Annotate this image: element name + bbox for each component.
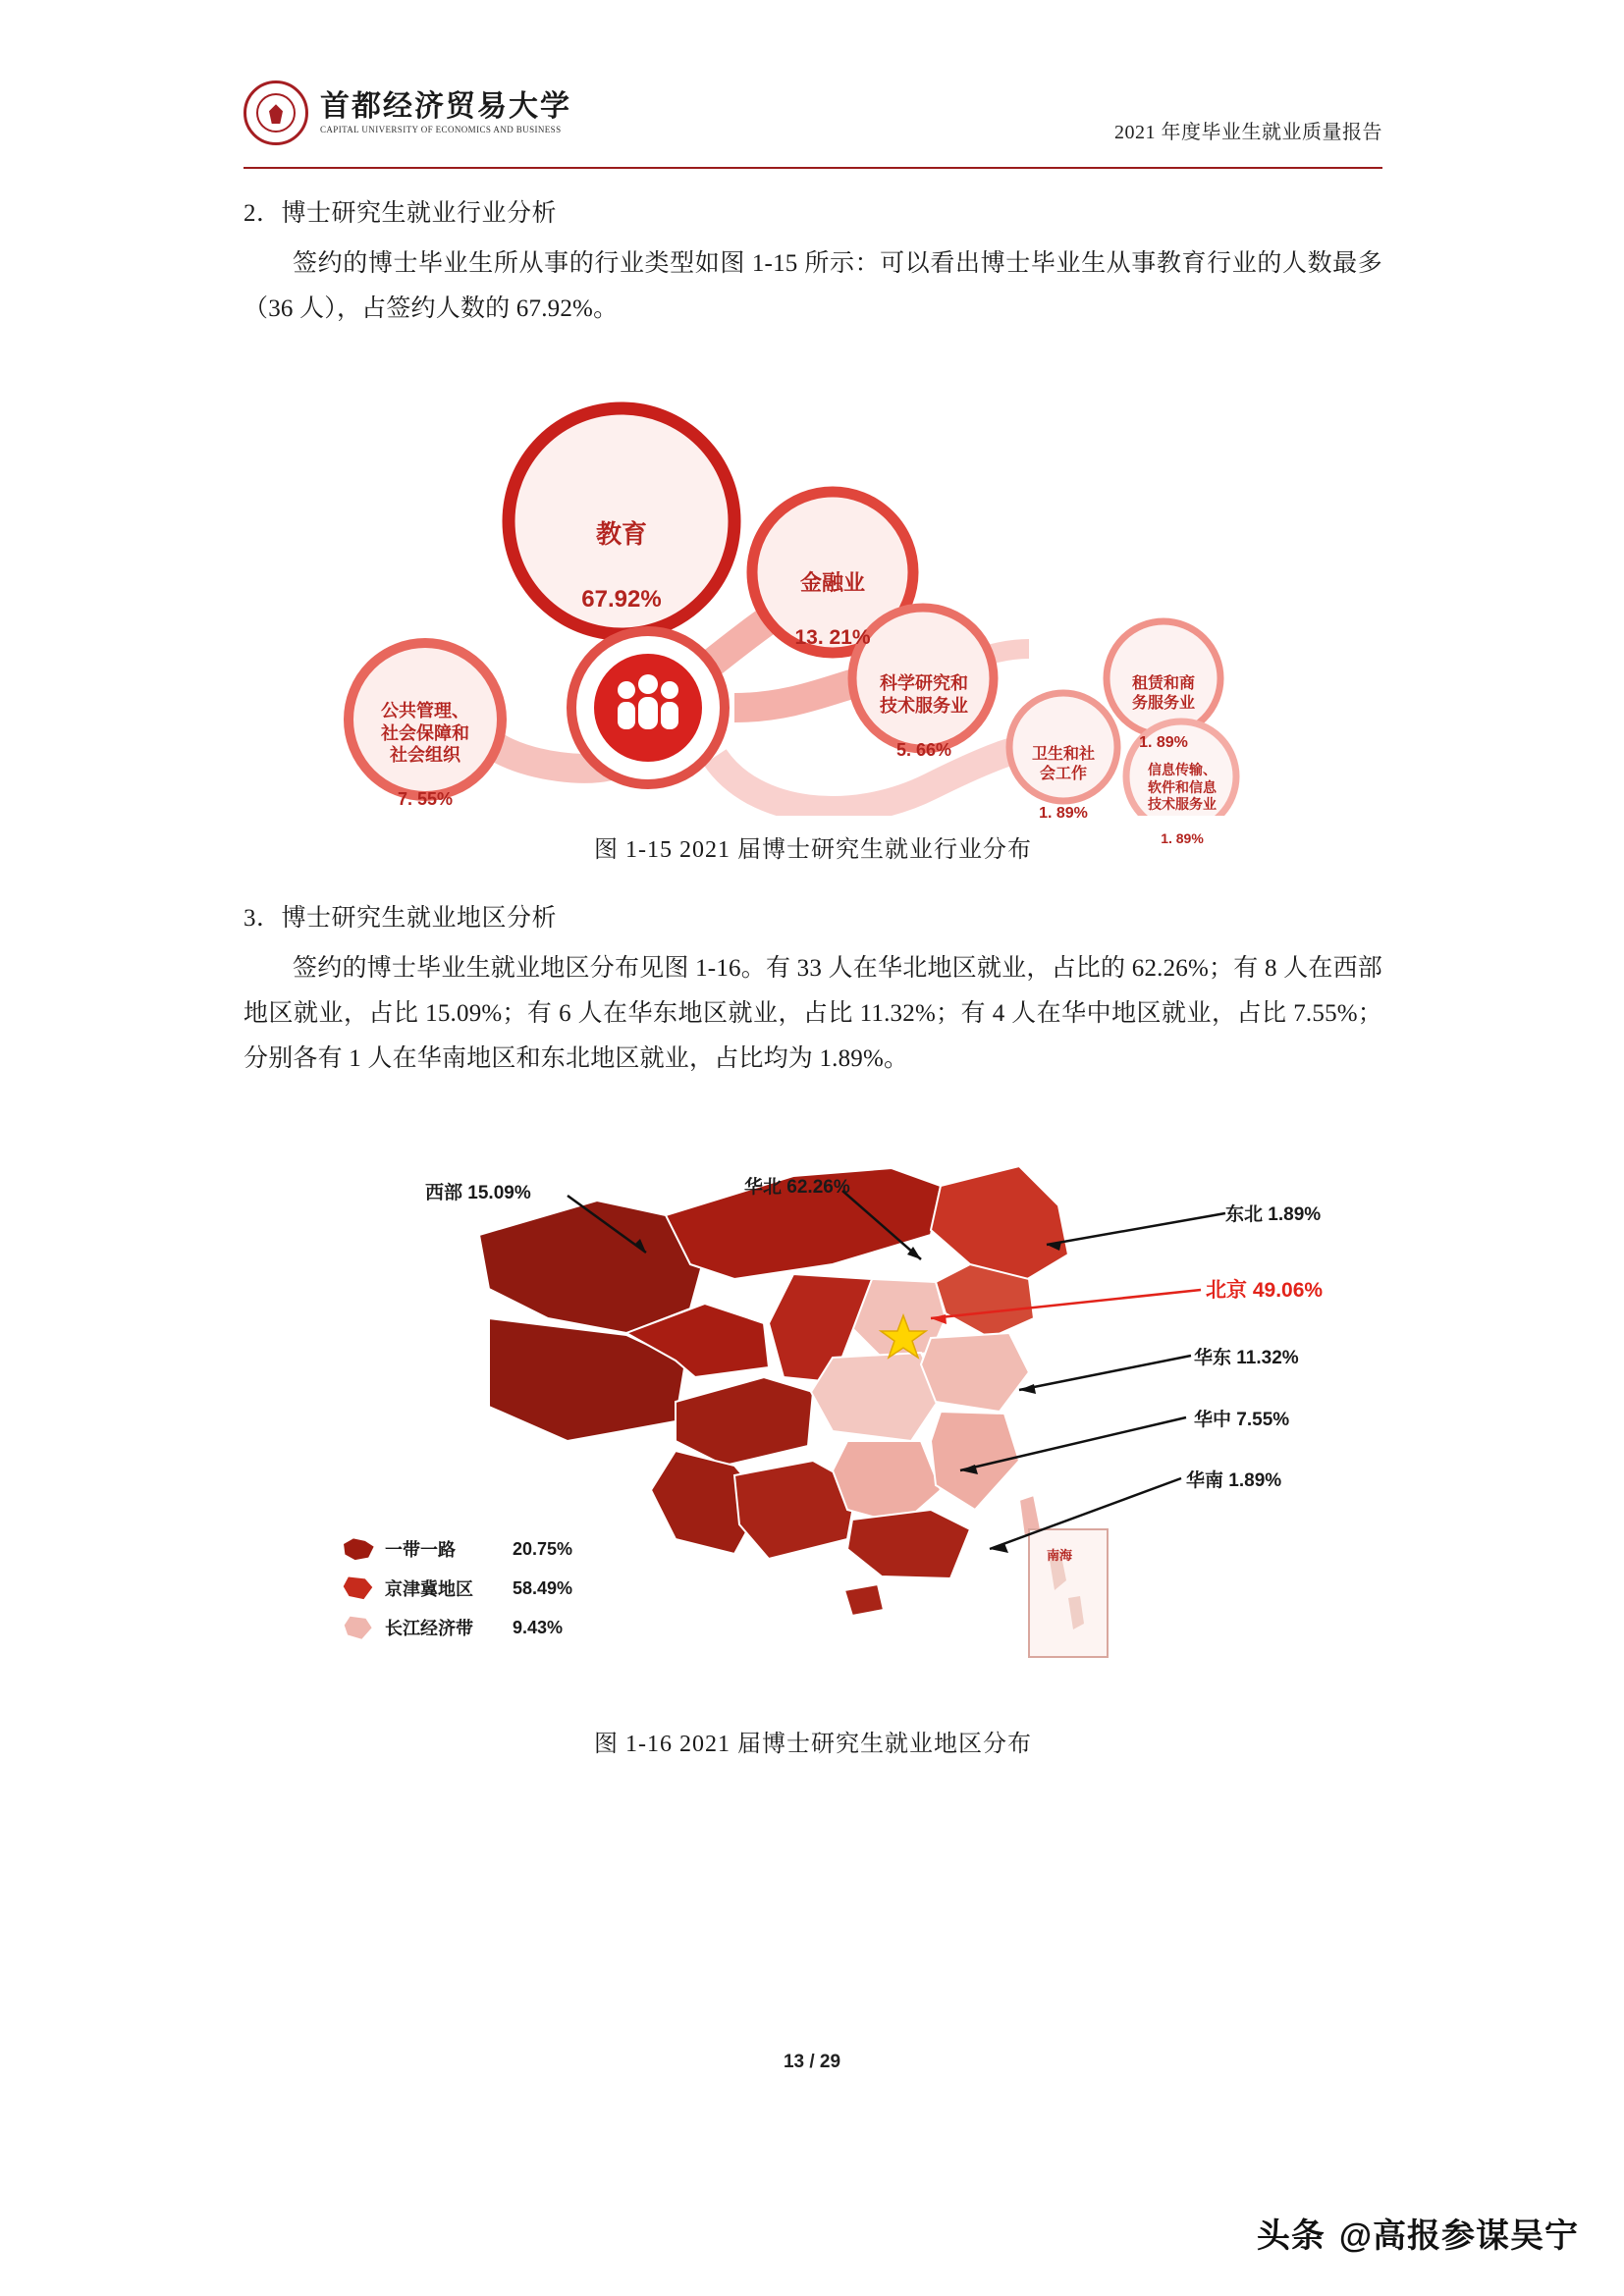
bubble-leasing xyxy=(1107,621,1220,735)
legend-value: 20.75% xyxy=(513,1538,573,1559)
bubble-label-it: 信息传输、 软件和信息 技术服务业 1. 89% xyxy=(1148,762,1217,846)
legend-item xyxy=(342,1569,572,1608)
figure-region-map xyxy=(244,1107,1382,1706)
bubble-label-public-admin: 公共管理、 社会保障和 社会组织 7. 55% xyxy=(381,701,469,809)
page-number: 13 / 29 xyxy=(783,2052,841,2072)
bubble-label-finance: 金融业 13. 21% xyxy=(794,570,871,649)
map-legend xyxy=(342,1529,572,1647)
map-inset-label: 南海 xyxy=(1047,1548,1073,1564)
watermark-logo: 头条 xyxy=(1256,2217,1326,2255)
bubble-label-health: 卫生和社 会工作 1. 89% xyxy=(1031,745,1095,822)
legend-name: 一带一路 xyxy=(385,1540,456,1561)
map-label-west: 西部 15.09% xyxy=(425,1183,531,1204)
page-header xyxy=(244,77,1382,169)
section-heading-2: 2．博士研究生就业行业分析 xyxy=(244,200,558,227)
bubble-label-education: 教育 67.92% xyxy=(581,519,662,613)
bubble-label-leasing: 租赁和商 务服务业 1. 89% xyxy=(1131,674,1195,751)
bubble-education xyxy=(509,408,734,634)
map-label-east: 华东 11.32% xyxy=(1194,1348,1299,1369)
university-logo xyxy=(244,77,571,145)
bubble-science xyxy=(852,608,994,749)
figure-1-15-caption: 图 1-15 2021 届博士研究生就业行业分布 xyxy=(594,836,1032,863)
section-paragraph-3: 签约的博士毕业生就业地区分布见图 1-16。有 33 人在华北地区就业，占比的 62.26%；有 8 人在西部地区就业，占比 15.09%；有 6 人在华东地区就业，占比 11.32%；有 4 人在华中地区就业，占比 7.55%；分别各有 1 人在华南地区和东北地区就业，占比均为 1.89%。 xyxy=(244,954,1382,1072)
legend-name: 京津冀地区 xyxy=(385,1579,473,1600)
figure-1-16-caption: 图 1-16 2021 届博士研究生就业地区分布 xyxy=(594,1732,1032,1758)
map-label-north: 华北 62.26% xyxy=(744,1177,850,1199)
legend-swatch-icon xyxy=(342,1575,375,1601)
university-name xyxy=(320,91,571,135)
watermark-text: @高报参谋吴宁 xyxy=(1338,2217,1579,2255)
legend-item xyxy=(342,1608,572,1647)
map-label-south: 华南 1.89% xyxy=(1186,1470,1282,1492)
legend-swatch-icon xyxy=(342,1536,375,1562)
bubble-it xyxy=(1126,721,1236,816)
university-name-en: CAPITAL UNIVERSITY OF ECONOMICS AND BUSINESS xyxy=(320,125,562,135)
bubble-chart-svg xyxy=(244,354,1382,816)
bubble-health xyxy=(1009,693,1117,801)
report-title: 2021 年度毕业生就业质量报告 xyxy=(1114,122,1382,143)
map-label-northeast: 东北 1.89% xyxy=(1225,1204,1322,1226)
watermark xyxy=(1257,2209,1579,2257)
bubble-label-science: 科学研究和 技术服务业 5. 66% xyxy=(880,673,968,760)
legend-value: 58.49% xyxy=(513,1577,573,1598)
map-label-beijing: 北京 49.06% xyxy=(1206,1279,1324,1303)
legend-swatch-icon xyxy=(342,1615,375,1640)
legend-name: 长江经济带 xyxy=(385,1619,473,1639)
legend-item xyxy=(342,1529,572,1569)
section-paragraph-2: 签约的博士毕业生所从事的行业类型如图 1-15 所示：可以看出博士毕业生从事教育行业的人数最多（36 人），占签约人数的 67.92%。 xyxy=(244,250,1382,323)
legend-value: 9.43% xyxy=(513,1617,564,1637)
university-seal-icon xyxy=(244,80,308,145)
figure-industry-bubbles xyxy=(244,354,1382,846)
map-label-central: 华中 7.55% xyxy=(1194,1410,1290,1431)
section-heading-3: 3．博士研究生就业地区分析 xyxy=(244,904,558,932)
family-group-icon xyxy=(618,674,678,729)
page-content xyxy=(244,183,1382,1758)
bubble-public-admin xyxy=(349,643,502,796)
university-name-cn: 首都经济贸易大学 xyxy=(320,89,571,123)
